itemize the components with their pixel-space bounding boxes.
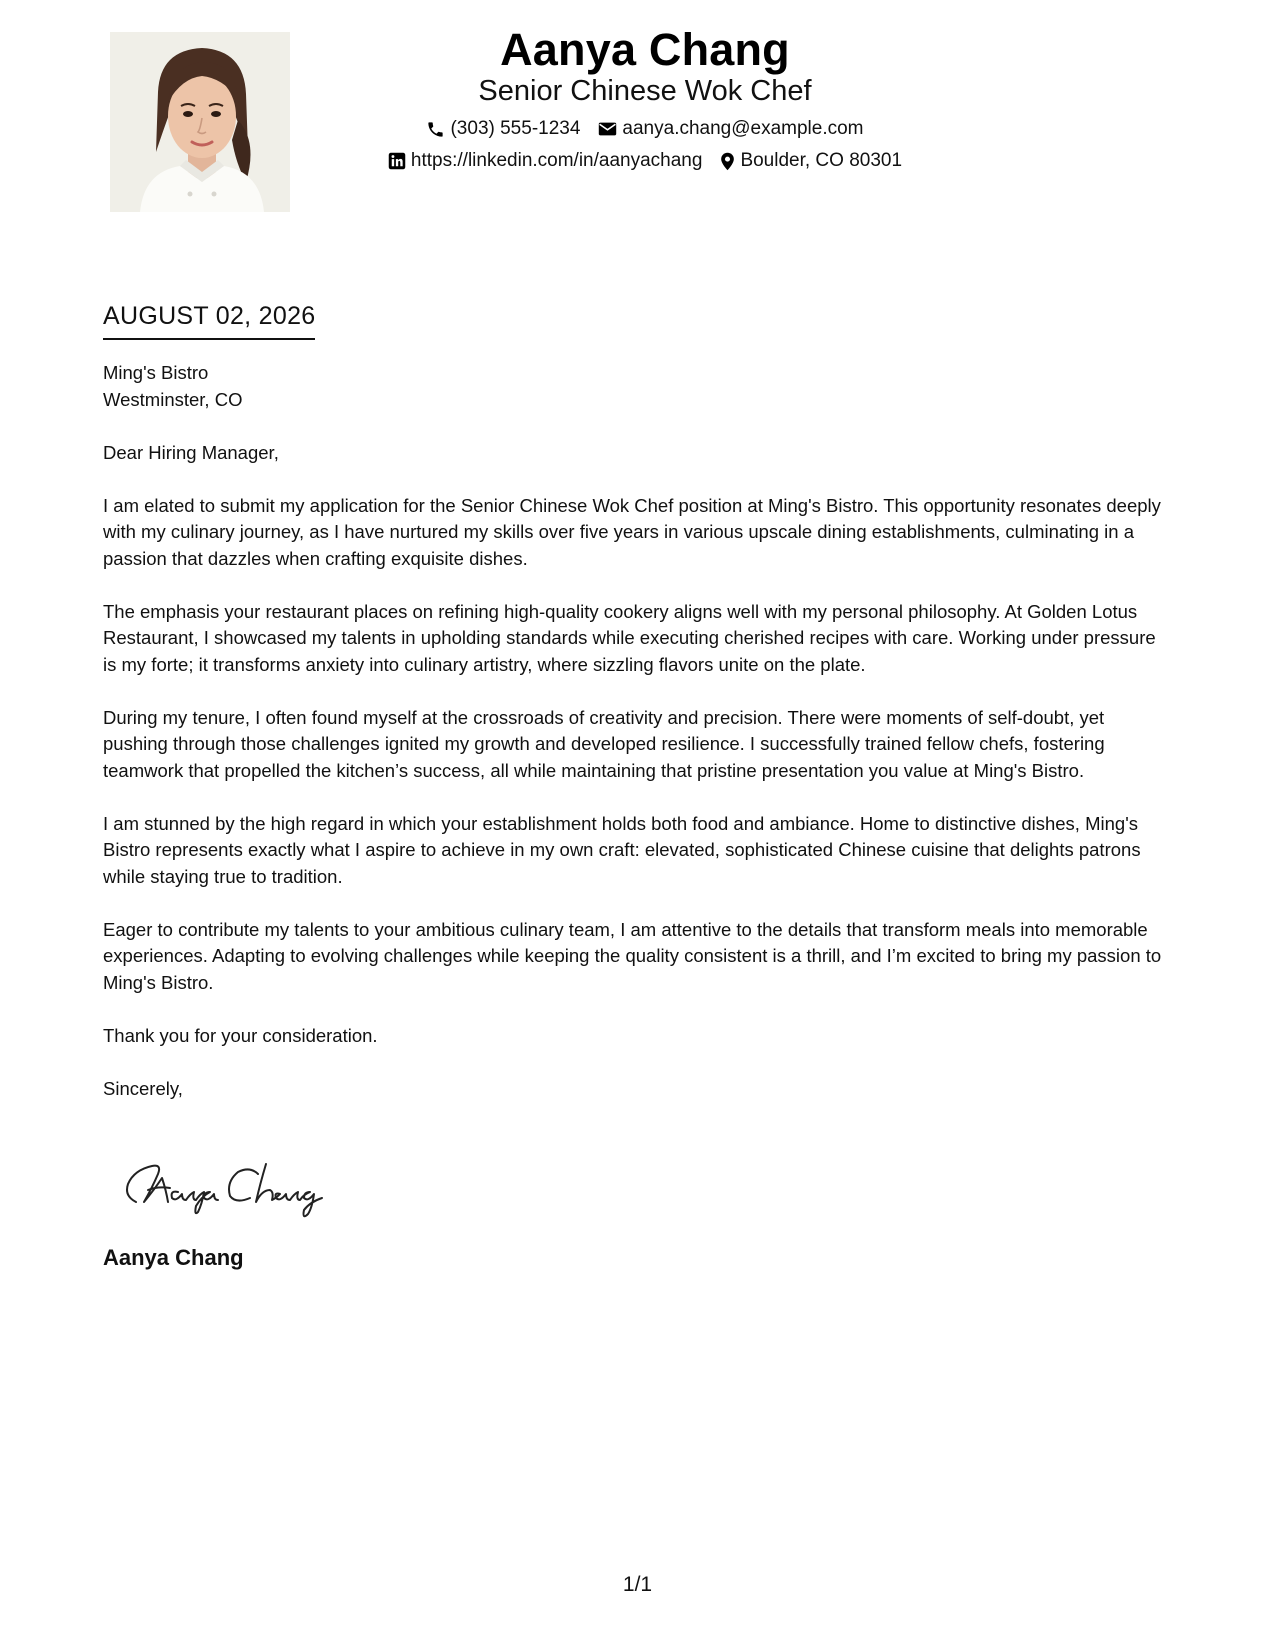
location-text: Boulder, CO 80301: [740, 150, 903, 171]
applicant-name: Aanya Chang: [500, 24, 790, 75]
phone-text: (303) 555-1234: [450, 118, 581, 139]
letter-date: AUGUST 02, 2026: [103, 300, 315, 340]
linkedin-text: https://linkedin.com/in/aanyachang: [410, 150, 703, 171]
handwritten-signature: [118, 1150, 358, 1220]
linkedin-icon: [388, 152, 406, 170]
signer-name: Aanya Chang: [103, 1245, 244, 1270]
recipient-name: Ming's Bistro: [103, 362, 209, 383]
letter-body: [103, 360, 1173, 1129]
body-paragraph: I am elated to submit my application for the Senior Chinese Wok Chef position at Ming's Bistro. This opportunity resonates deeply with my culinary journey, as I have nurtured my skills over five years in various upscale dining establishments, culminating in a passion that dazzles when crafting exquisite dishes.: [103, 494, 1161, 569]
thank-you-line: Thank you for your consideration.: [103, 1024, 378, 1046]
email-text: aanya.chang@example.com: [622, 118, 864, 139]
profile-photo: [110, 32, 290, 212]
recipient-block: [103, 360, 1173, 413]
closing: Sincerely,: [103, 1077, 183, 1099]
contact-phone: [426, 117, 580, 141]
body-paragraph: Eager to contribute my talents to your ambitious culinary team, I am attentive to the details that transform meals into memorable experiences. Adapting to evolving challenges while keeping the quality consistent is a thrill, and I’m excited to bring my passion to Ming's Bistro.: [103, 918, 1162, 993]
contact-row-secondary: [290, 149, 1000, 173]
page-number: 1/1: [622, 1573, 653, 1596]
applicant-title: Senior Chinese Wok Chef: [478, 75, 812, 107]
salutation: Dear Hiring Manager,: [103, 441, 279, 463]
body-paragraph: During my tenure, I often found myself at the crossroads of creativity and precision. There were moments of self-doubt, yet pushing through those challenges ignited my growth and developed resilience. I successfully trained fellow chefs, fostering teamwork that propelled the kitchen’s success, all while maintaining that pristine presentation you value at Ming's Bistro.: [103, 706, 1105, 781]
envelope-icon: [598, 121, 617, 137]
map-pin-icon: [720, 152, 735, 171]
phone-icon: [426, 120, 445, 139]
body-paragraph: The emphasis your restaurant places on refining high-quality cookery aligns well with my personal philosophy. At Golden Lotus Restaurant, I showcased my talents in upholding standards while executing cherished recipes with care. Working under pressure is my forte; it transforms anxiety into culinary artistry, where sizzling flavors unite on the plate.: [103, 600, 1156, 675]
contact-linkedin[interactable]: [388, 149, 703, 173]
contact-row-primary: [290, 117, 1000, 141]
body-paragraph: I am stunned by the high regard in which your establishment holds both food and ambiance. Home to distinctive dishes, Ming's Bistro represents exactly what I aspire to achieve in my own craft: elevated, sophisticated Chinese cuisine that delights patrons while staying true to tradition.: [103, 812, 1141, 887]
contact-email[interactable]: [598, 117, 863, 141]
recipient-location: Westminster, CO: [103, 388, 243, 410]
contact-location: [720, 149, 902, 173]
letter-header: [290, 22, 1000, 173]
